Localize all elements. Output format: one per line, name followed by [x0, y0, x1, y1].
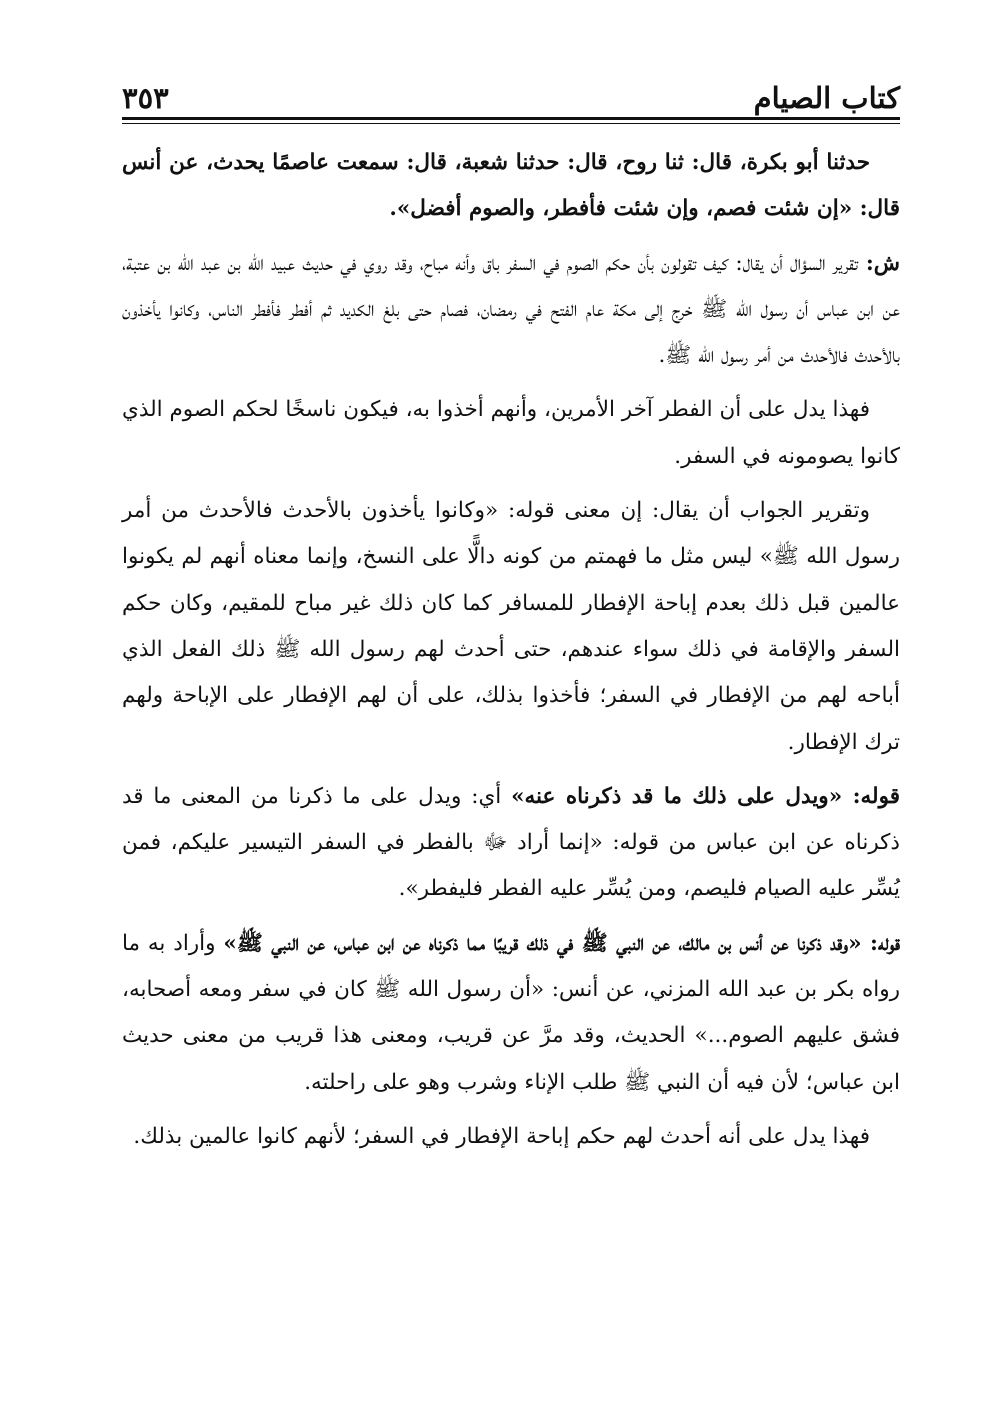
abrogation-text: فهذا يدل على أن الفطر آخر الأمرين، وأنهم أخذوا به، فيكون ناسخًا لحكم الصوم الذي كانوا يصومونه في السفر. [122, 397, 900, 469]
running-title: كتاب الصيام [753, 81, 900, 115]
body-text [122, 140, 900, 1168]
quoted-matn: قوله: «ويدل على ذلك ما قد ذكرناه عنه» [511, 783, 900, 809]
answer-text: وتقرير الجواب أن يقال: إن معنى قوله: «وكانوا يأخذون بالأحدث فالأحدث من أمر رسول الله ﷺ» ليس مثل ما فهمتم من كونه دالًّا على النسخ، وإنما معناه أنهم لم يكونوا عالمين قبل ذلك بعدم إباحة الإفطار للمسافر كما كان ذلك غير مباح للمقيم، وكان حكم السفر والإقامة في ذلك سواء عندهم، حتى أحدث لهم رسول الله ﷺ ذلك الفعل الذي أباحه لهم من الإفطار في السفر؛ فأخذوا بذلك، على أن لهم الإفطار على الإباحة ولهم ترك الإفطار. [122, 498, 900, 755]
anas-text: وأراد به ما رواه بكر بن عبد الله المزني، عن أنس: «أن رسول الله ﷺ كان في سفر ومعه أصحابه، فشق عليهم الصوم...» الحديث، وقد مرَّ عن قريب، ومعنى هذا قريب من معنى حديث ابن عباس؛ لأن فيه أن النبي ﷺ طلب الإناء وشرب وهو على راحلته. [122, 930, 900, 1095]
question-text: تقرير السؤال أن يقال: كيف تقولون بأن حكم الصوم في السفر باق وأنه مباح، وقد روي في حديث عبيد الله بن عبد الله بن عتبة، عن ابن عباس أن رسول الله ﷺ خرج إلى مكة عام الفتح في رمضان، فصام حتى بلغ الكديد ثم أفطر فأفطر الناس، وكانوا يأخذون بالأحدث فالأحدث من أمر رسول الله ﷺ. [122, 250, 900, 369]
paragraph-answer [122, 488, 900, 766]
paragraph-question [122, 241, 900, 380]
paragraph-hadith-isnad [122, 140, 900, 233]
hadith-text: حدثنا أبو بكرة، قال: ثنا روح، قال: حدثنا شعبة، قال: سمعت عاصمًا يحدث، عن أنس قال: «إن شئت فصم، وإن شئت فأفطر، والصوم أفضل». [122, 150, 900, 222]
ibn-abbas-text: أي: ويدل على ما ذكرنا من المعنى ما قد ذكرناه عن ابن عباس من قوله: «إنما أراد ﷻ بالفطر في السفر التيسير عليكم، فمن يُسِّر عليه الصيام فليصم، ومن يُسِّر عليه الفطر فليفطر». [122, 783, 900, 902]
header-rule-thin [122, 123, 900, 124]
page-header [122, 60, 900, 118]
paragraph-conclusion [122, 1114, 900, 1160]
conclusion-text: فهذا يدل على أنه أحدث لهم حكم إباحة الإفطار في السفر؛ لأنهم كانوا عالمين بذلك. [133, 1123, 870, 1149]
quoted-matn-anas: قوله: «وقد ذكرنا عن أنس بن مالك، عن النبي ﷺ في ذلك قريبًا مما ذكرناه عن ابن عباس، عن النبي ﷺ» [223, 930, 900, 956]
paragraph-ibn-abbas [122, 774, 900, 913]
paragraph-anas [122, 921, 900, 1106]
header-rule-thick [122, 117, 900, 120]
page-number: ٣٥٣ [122, 81, 169, 115]
sharh-marker: ش: [858, 250, 900, 276]
paragraph-abrogation [122, 387, 900, 480]
